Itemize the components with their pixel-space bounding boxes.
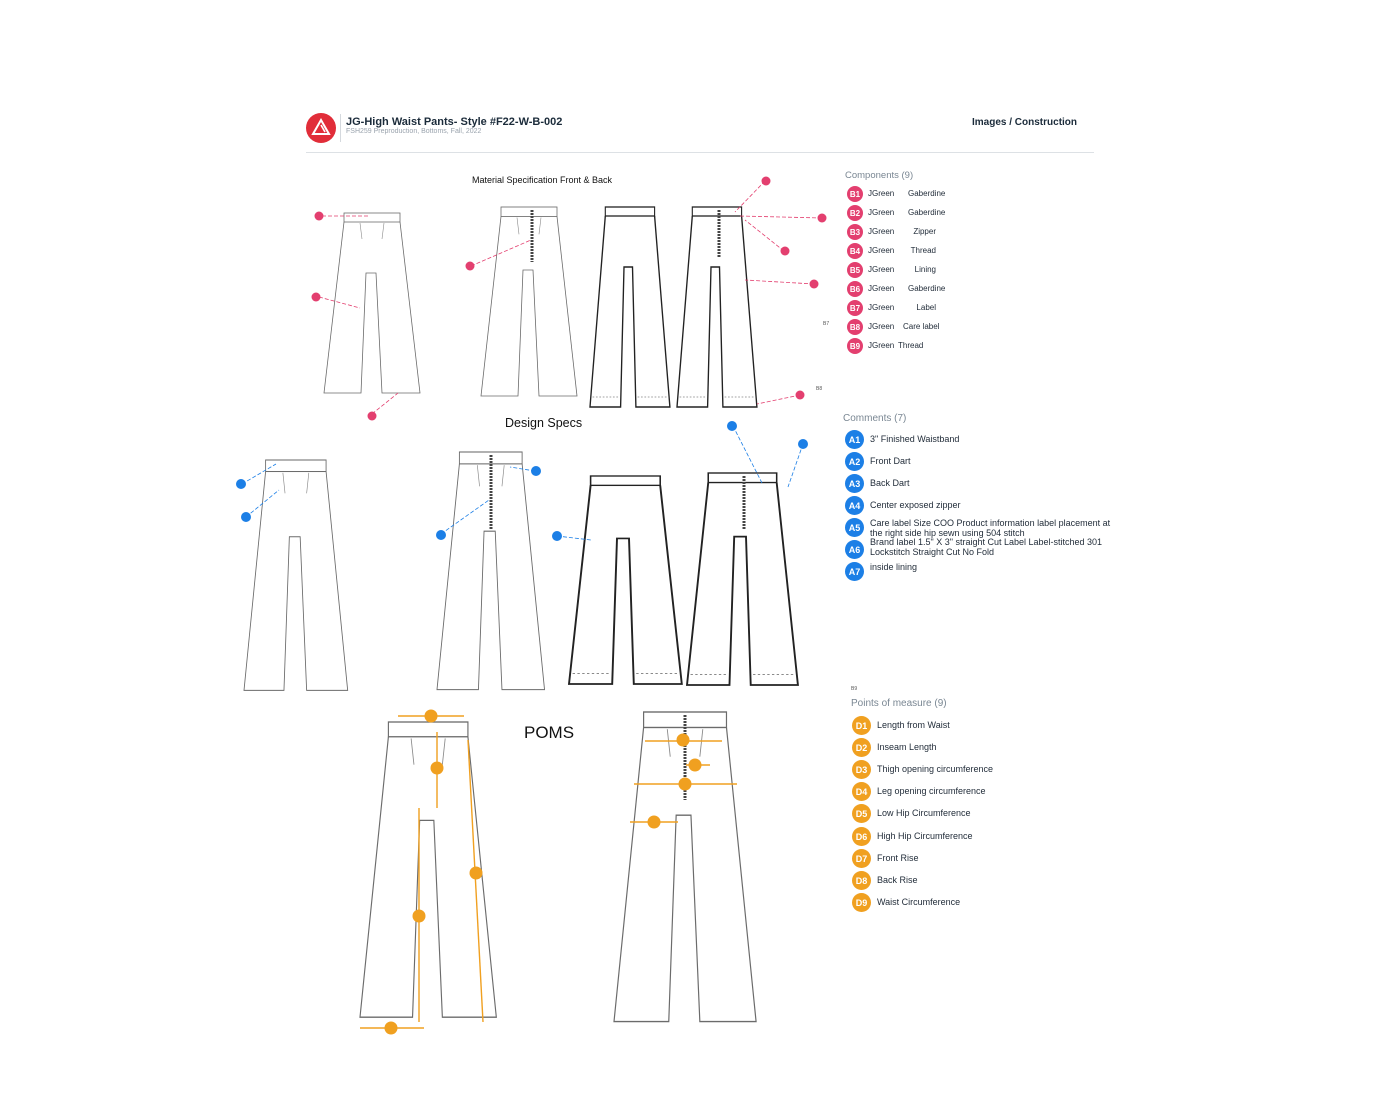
component-brand: JGreen [868,322,895,331]
design-specs-heading: Design Specs [505,416,583,430]
component-name: Zipper [913,227,936,236]
page-subtitle: FSH259 Preproduction, Bottoms, Fall, 2022 [346,128,482,135]
component-brand: JGreen [868,246,895,255]
component-row [847,262,936,278]
comment-row [845,430,959,449]
component-row [847,319,939,335]
pom-row [852,738,937,757]
component-name: Label [916,303,936,312]
component-brand: JGreen [868,341,895,350]
comment-text: Front Dart [870,456,911,466]
pom-code: D8 [852,871,871,890]
component-code: B7 [847,300,863,316]
page-title: JG-High Waist Pants- Style #F22-W-B-002 [346,116,563,128]
component-brand: JGreen [868,265,895,274]
component-code: B4 [847,243,863,259]
component-code: B5 [847,262,863,278]
component-row [847,205,945,221]
component-brand: JGreen [868,189,895,198]
comment-row [845,562,917,581]
comment-row [845,518,1125,538]
component-code: B6 [847,281,863,297]
pom-row [852,893,960,912]
comment-text: Brand label 1.5" X 3" straight Cut Label Label-stitched 301 Lockstitch Straight Cut No Fold [870,537,1103,557]
comment-code: A4 [845,496,864,515]
component-row [847,243,936,259]
component-name: Gaberdine [908,284,946,293]
pom-code: D3 [852,760,871,779]
pom-code: D1 [852,716,871,735]
poms-legend-heading: Points of measure (9) [851,698,947,709]
pom-code: D4 [852,782,871,801]
material-back-flat [481,207,577,396]
component-name: Gaberdine [908,189,946,198]
comment-code: A1 [845,430,864,449]
component-code: B2 [847,205,863,221]
component-code: B3 [847,224,863,240]
component-name: Lining [914,265,936,274]
poms-heading: POMS [524,723,575,742]
pom-code: D2 [852,738,871,757]
component-name: Gaberdine [908,208,946,217]
component-brand: JGreen [868,227,895,236]
pom-text: High Hip Circumference [877,831,973,841]
design-lining-back [687,473,798,685]
pom-row [852,716,950,735]
pom-text: Thigh opening circumference [877,764,994,774]
pom-code: D7 [852,849,871,868]
section-title: Images / Construction [972,117,1078,128]
comment-code: A5 [845,518,864,537]
component-code: B8 [847,319,863,335]
pom-text: Length from Waist [877,720,950,730]
pom-row [852,782,986,801]
comment-code: A3 [845,474,864,493]
component-row [847,224,936,240]
material-front-flat [324,213,420,393]
component-row [847,300,936,316]
pom-text: Inseam Length [877,742,937,752]
comment-row [845,474,910,493]
comment-row [845,537,1125,559]
component-brand: JGreen [868,208,895,217]
pom-text: Back Rise [877,875,918,885]
design-front-flat [244,460,348,690]
pom-code: D5 [852,804,871,823]
components-heading: Components (9) [845,170,914,181]
comment-text: Center exposed zipper [870,500,961,510]
comment-code: A2 [845,452,864,471]
component-brand: JGreen [868,303,895,312]
pom-text: Low Hip Circumference [877,808,971,818]
component-code: B9 [847,338,863,354]
comment-code: A7 [845,562,864,581]
material-lining-front [590,207,670,407]
pom-row [852,804,971,823]
material-spec-heading: Material Specification Front & Back [472,175,613,185]
pom-text: Waist Circumference [877,897,961,907]
component-brand: JGreen [868,284,895,293]
pom-row [852,871,918,890]
component-name: Thread [898,341,924,350]
component-name: Care label [903,322,940,331]
pom-row [852,849,919,868]
comment-text: Care label Size COO Product information label placement at the right side hip sewn using 504 stitch [870,518,1111,538]
pom-code: D6 [852,827,871,846]
comment-row [845,452,911,471]
design-lining-front [569,476,682,684]
component-row [847,338,923,354]
comment-text: Back Dart [870,478,910,488]
material-lining-back [677,207,757,407]
pom-row [852,827,973,846]
comment-text: 3" Finished Waistband [870,434,960,444]
comment-code: A6 [845,540,864,559]
component-code: B1 [847,186,863,202]
comment-text: inside lining [870,562,918,572]
stray-label-b7: B7 [823,321,830,327]
stray-label-b9: B9 [851,686,858,692]
component-name: Thread [910,246,936,255]
component-row [847,281,945,297]
stray-label-b8: B8 [816,386,823,392]
pom-code: D9 [852,893,871,912]
comments-heading: Comments (7) [843,413,907,424]
pom-row [852,760,993,779]
comment-row [845,496,961,515]
poms-back-flat [614,712,756,1022]
design-back-flat [437,452,545,690]
pom-text: Leg opening circumference [877,786,986,796]
component-row [847,186,945,202]
pom-text: Front Rise [877,853,919,863]
